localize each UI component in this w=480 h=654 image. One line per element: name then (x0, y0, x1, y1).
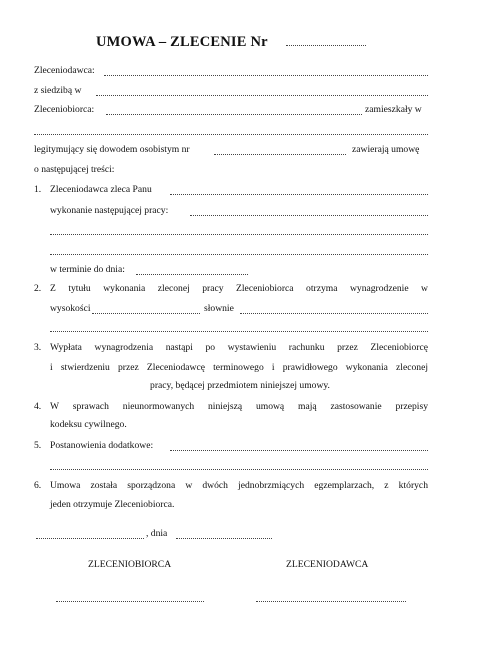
item-1-work-field-2[interactable] (50, 234, 428, 235)
place-field[interactable] (36, 538, 144, 539)
item-5-number: 5. (34, 440, 42, 451)
zawieraja-label: zawierają umowę (352, 144, 420, 155)
date-field[interactable] (176, 538, 272, 539)
item-1-work-field[interactable] (190, 215, 428, 216)
item-2-line1: Z tytułu wykonania zleconej pracy Zleceniobiorca otrzyma wynagrodzenie w (50, 283, 428, 294)
item-1-line1: Zleceniodawca zleca Panu (50, 184, 152, 195)
item-6-line1: Umowa została sporządzona w dwóch jednobrzmiących egzemplarzach, z których (50, 480, 428, 491)
item-2-wysokosci: wysokości (50, 303, 91, 314)
id-number-field[interactable] (214, 154, 346, 155)
signature-left-field[interactable] (56, 601, 204, 602)
siedziba-field[interactable] (96, 95, 428, 96)
item-3-line1: Wypłata wynagrodzenia nastąpi po wystawieniu rachunku przez Zleceniobiorcę (50, 342, 428, 353)
item-5-field-2[interactable] (50, 469, 428, 470)
siedziba-label: z siedzibą w (34, 85, 82, 96)
zleceniodawca-label: Zleceniodawca: (34, 65, 95, 76)
item-6-line2: jeden otrzymuje Zleceniobiorca. (50, 499, 175, 510)
signature-left-label: ZLECENIOBIORCA (88, 559, 172, 570)
address-field[interactable] (34, 134, 428, 135)
item-4-line1: W sprawach nieunormowanych niniejszą umową mają zastosowanie przepisy (50, 401, 428, 412)
item-2-words-field[interactable] (240, 313, 428, 314)
signature-right-field[interactable] (256, 601, 406, 602)
item-3-line2: i stwierdzeniu przez Zleceniodawcę terminowego i prawidłowego wykonania zleconej (50, 362, 428, 373)
item-4-line2: kodeksu cywilnego. (50, 419, 127, 430)
tresci-label: o następującej treści: (34, 164, 115, 175)
zleceniobiorca-label: Zleceniobiorca: (34, 104, 95, 115)
item-3-line3: pracy, będącej przedmiotem niniejszej umowy. (150, 380, 330, 391)
zleceniodawca-field[interactable] (104, 75, 428, 76)
item-1-line2: wykonanie następującej pracy: (50, 205, 169, 216)
item-1-deadline-field[interactable] (136, 274, 248, 275)
item-1-work-field-3[interactable] (50, 254, 428, 255)
item-5-field[interactable] (170, 450, 428, 451)
item-1-number: 1. (34, 184, 42, 195)
item-6-number: 6. (34, 480, 42, 491)
item-1-panu-field[interactable] (170, 194, 428, 195)
item-5-line1: Postanowienia dodatkowe: (50, 440, 154, 451)
item-2-amount-field[interactable] (92, 313, 200, 314)
zamieszkaly-label: zamieszkały w (365, 104, 422, 115)
item-2-slownie: słownie (204, 303, 234, 314)
item-1-line3: w terminie do dnia: (50, 264, 125, 275)
legitymujacy-label: legitymujący się dowodem osobistym nr (34, 144, 190, 155)
document-title: UMOWA – ZLECENIE Nr (96, 34, 268, 50)
contract-number-field[interactable] (286, 45, 366, 46)
dnia-label: , dnia (146, 528, 168, 539)
zleceniobiorca-field[interactable] (106, 114, 362, 115)
item-4-number: 4. (34, 401, 42, 412)
item-2-words-field-2[interactable] (50, 331, 428, 332)
signature-right-label: ZLECENIODAWCA (286, 559, 369, 570)
item-2-number: 2. (34, 283, 42, 294)
item-3-number: 3. (34, 342, 42, 353)
